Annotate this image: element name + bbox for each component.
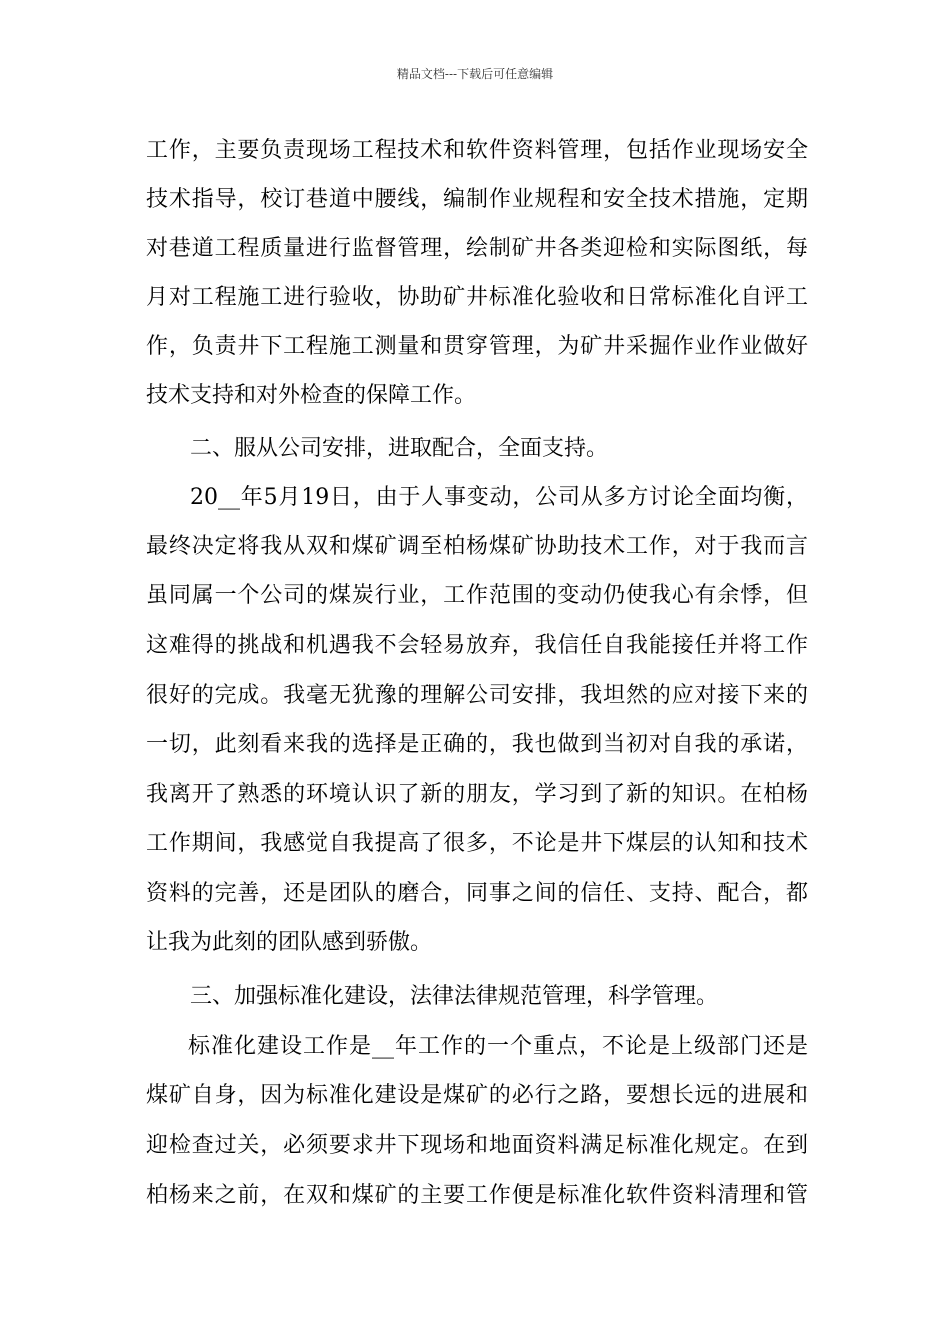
body-line: 标准化建设工作是__年工作的一个重点，不论是上级部门还是: [188, 1034, 808, 1059]
body-line: 月对工程施工进行验收，协助矿井标准化验收和日常标准化自评工: [146, 285, 808, 310]
body-line: 技术指导，校订巷道中腰线，编制作业规程和安全技术措施，定期: [146, 187, 808, 212]
body-line: 作，负责井下工程施工测量和贯穿管理，为矿井采掘作业作业做好: [146, 334, 808, 359]
body-line: 资料的完善，还是团队的磨合，同事之间的信任、支持、配合，都: [146, 881, 808, 906]
body-line: 煤矿自身，因为标准化建设是煤矿的必行之路，要想长远的进展和: [146, 1083, 808, 1108]
body-line: 最终决定将我从双和煤矿调至柏杨煤矿协助技术工作，对于我而言: [146, 534, 808, 559]
body-line: 对巷道工程质量进行监督管理，绘制矿井各类迎检和实际图纸，每: [146, 236, 808, 261]
body-line: 一切，此刻看来我的选择是正确的，我也做到当初对自我的承诺，: [146, 732, 808, 757]
body-line: 这难得的挑战和机遇我不会轻易放弃，我信任自我能接任并将工作: [146, 633, 808, 658]
body-line: 工作期间，我感觉自我提高了很多，不论是井下煤层的认知和技术: [146, 831, 808, 856]
section-heading: 二、服从公司安排，进取配合，全面支持。: [190, 436, 609, 461]
body-line: 技术支持和对外检查的保障工作。: [146, 383, 477, 408]
body-line: 我离开了熟悉的环境认识了新的朋友，学习到了新的知识。在柏杨: [146, 782, 808, 807]
body-line: 工作，主要负责现场工程技术和软件资料管理，包括作业现场安全: [146, 138, 808, 163]
body-line: 20__年5月19日，由于人事变动，公司从多方讨论全面均衡，: [190, 485, 808, 510]
body-line: 让我为此刻的团队感到骄傲。: [146, 930, 433, 955]
body-line: 迎检查过关，必须要求井下现场和地面资料满足标准化规定。在到: [146, 1133, 808, 1158]
body-line: 很好的完成。我毫无犹豫的理解公司安排，我坦然的应对接下来的: [146, 683, 808, 708]
body-line: 虽同属一个公司的煤炭行业，工作范围的变动仍使我心有余悸，但: [146, 583, 808, 608]
body-line: 柏杨来之前，在双和煤矿的主要工作便是标准化软件资料清理和管: [146, 1183, 808, 1208]
section-heading: 三、加强标准化建设，法律法律规范管理，科学管理。: [190, 984, 719, 1009]
page-header: 精品文档---下载后可任意编辑: [396, 67, 554, 81]
